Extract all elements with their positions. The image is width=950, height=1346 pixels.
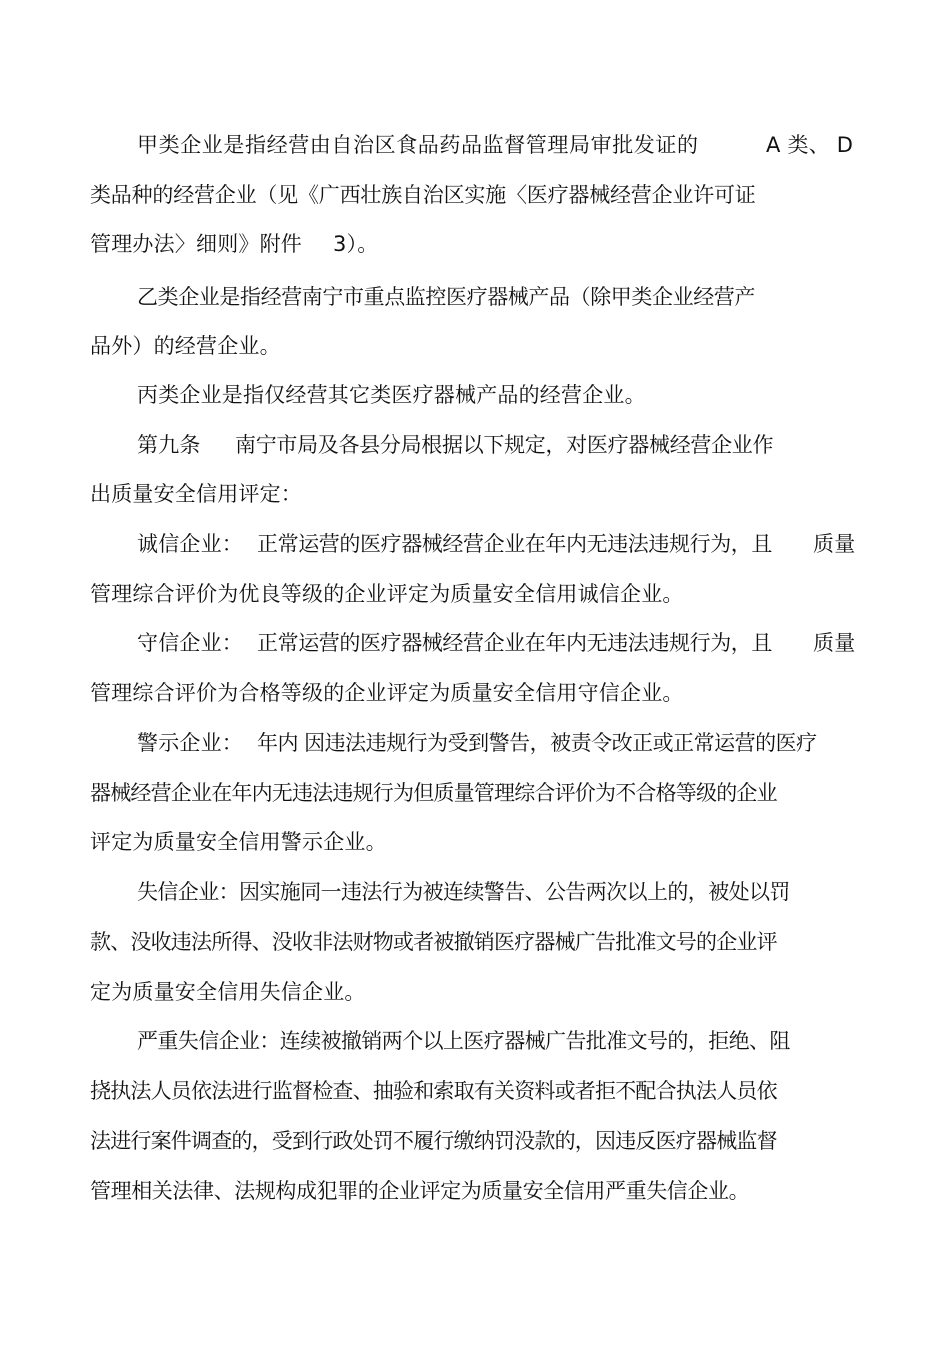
text-segment: 严重失信企业：连续被撤销两个以上医疗器械广告批准文号的，拒绝、阻 [137,1029,790,1053]
text-segment: 乙类企业是指经营南宁市重点监控医疗器械产品（除甲类企业经营产 [137,285,755,309]
text-segment: 南宁市局及各县分局根据以下规定，对医疗器械经营企业作 [235,433,774,457]
text-segment: 器械经营企业在年内无违法违规行为但质量管理综合评价为不合格等级的企业 [90,781,777,805]
text-segment: 挠执法人员依法进行监督检查、抽验和索取有关资料或者拒不配合执法人员依 [90,1079,777,1103]
text-segment: 正常运营的医疗器械经营企业在年内无违法违规行为，且 [257,631,772,655]
text-segment: 管理办法〉细则》附件 [90,232,302,256]
text-segment: 3）。 [333,232,379,256]
text-segment: 甲类企业是指经营由自治区食品药品监督管理局审批发证的 [137,133,699,157]
text-segment: 丙类企业是指仅经营其它类医疗器械产品的经营企业。 [137,383,646,407]
text-segment: 失信企业：因实施同一违法行为被连续警告、公告两次以上的，被处以罚 [137,880,790,904]
text-segment: 正常运营的医疗器械经营企业在年内无违法违规行为，且 [257,532,772,556]
text-segment: 质量 [813,631,856,655]
text-segment: A 类、 D [766,133,854,157]
text-segment: 第九条 [137,433,201,457]
text-segment: 款、没收违法所得、没收非法财物或者被撤销医疗器械广告批准文号的企业评 [90,930,777,954]
text-segment: 质量 [813,532,856,556]
text-segment: 出质量安全信用评定： [90,482,302,506]
text-segment: 品外）的经营企业。 [90,334,281,358]
text-segment: 警示企业： [137,731,243,755]
text-segment: 评定为质量安全信用警示企业。 [90,830,387,854]
text-segment: 管理相关法律、法规构成犯罪的企业评定为质量安全信用严重失信企业。 [90,1179,750,1203]
text-segment: 管理综合评价为优良等级的企业评定为质量安全信用诚信企业。 [90,582,684,606]
text-segment: 年内 因违法违规行为受到警告，被责令改正或正常运营的医疗 [257,731,817,755]
text-segment: 法进行案件调查的，受到行政处罚不履行缴纳罚没款的，因违反医疗器械监督 [90,1129,777,1153]
text-segment: 管理综合评价为合格等级的企业评定为质量安全信用守信企业。 [90,681,684,705]
text-segment: 诚信企业： [137,532,243,556]
text-segment: 守信企业： [137,631,243,655]
text-segment: 类品种的经营企业（见《广西壮族自治区实施〈医疗器械经营企业许可证 [90,183,756,207]
text-segment: 定为质量安全信用失信企业。 [90,980,366,1004]
